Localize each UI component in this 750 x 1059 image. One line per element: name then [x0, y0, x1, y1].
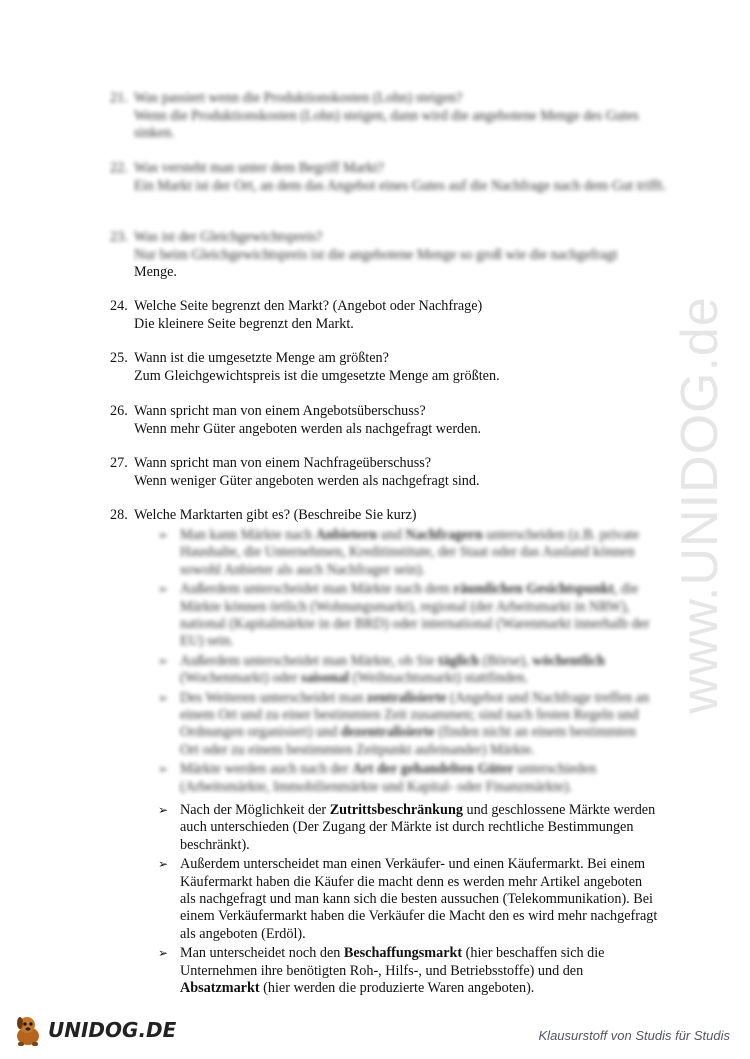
answer-text: Wenn die Produktionskosten (Lohn) steigen, dann wird die angebotene Menge des Gutes sinken. — [134, 107, 639, 141]
arrow-bullet-icon: ➢ — [158, 582, 169, 597]
question-24 — [110, 298, 670, 333]
answer-text: Wenn weniger Güter angeboten werden als nachgefragt sind. — [134, 472, 480, 489]
question-text: Wann spricht man von einem Angebotsüberschuss? — [134, 403, 426, 419]
list-item: ➢ Märkte werden auch nach der Art der gehandelten Güter unterschieden (Arbeitsmärkte, Immobilienmärkte und Kapital- oder Finanzmärkte). — [158, 761, 597, 795]
question-25 — [110, 350, 670, 385]
question-21 — [110, 90, 670, 143]
question-text: Wann ist die umgesetzte Menge am größten? — [134, 350, 389, 366]
question-number: 27. — [110, 455, 128, 471]
list-item: ➢ Außerdem unterscheidet man einen Verkäufer- und einen Käufermarkt. Bei einem Käufermarkt haben die Käufer die macht denn es werden mehr Artikel angeboten als nachgefragt und man kann sich die besten aussuchen (Telekommunikation). Bei einem Verkäufermarkt haben die Verkäufer die Macht den es wird mehr nachgefragt als angeboten (Erdöl). — [158, 856, 658, 942]
list-item: ➢ Außerdem unterscheidet man Märkte, ob Sie täglich (Börse), wöchentlich (Wochenmarkt) oder saisonal (Weihnachtsmarkt) stattfinden. — [158, 652, 605, 687]
question-23 — [110, 229, 670, 282]
question-number: 24. — [110, 298, 128, 314]
question-26 — [110, 403, 670, 438]
question-number: 28. — [110, 507, 128, 523]
question-text: Welche Seite begrenzt den Markt? (Angebot oder Nachfrage) — [134, 298, 483, 314]
arrow-bullet-icon: ➢ — [158, 762, 169, 777]
list-item: ➢ Nach der Möglichkeit der Zutrittsbeschränkung und geschlossene Märkte werden auch unterschieden (Der Zugang der Märkte ist durch rechtliche Bestimmungen beschränkt). — [158, 802, 656, 853]
bullet-list-blurred — [158, 527, 658, 798]
watermark-text: www.UNIDOG.de — [671, 296, 729, 714]
question-text: Was passiert wenn die Produktionskosten (Lohn) steigen? — [134, 90, 463, 106]
dog-mascot-icon — [10, 1012, 46, 1048]
question-22 — [110, 160, 670, 195]
question-number: 23. — [110, 229, 128, 245]
arrow-bullet-icon: ➢ — [158, 857, 169, 872]
arrow-bullet-icon: ➢ — [158, 653, 169, 668]
answer-text: Ein Markt ist der Ort, an dem das Angebot eines Gutes auf die Nachfrage nach dem Gut trifft. — [134, 177, 667, 194]
arrow-bullet-icon: ➢ — [158, 528, 169, 542]
question-28 — [110, 507, 670, 525]
arrow-bullet-icon: ➢ — [158, 690, 169, 705]
question-text: Welche Marktarten gibt es? (Beschreibe Sie kurz) — [134, 507, 417, 523]
bullet-list — [158, 802, 658, 999]
list-item: ➢ Außerdem unterscheidet man Märkte nach dem räumlichen Gesichtspunkt, die Märkte können örtlich (Wohnungsmarkt), regional (der Arbeitsmarkt in NRW), national (Kapitalmärkte in der BRD) oder international (Warenmarkt innerhalb der EU) sein. — [158, 581, 650, 650]
question-number: 21. — [110, 90, 128, 106]
question-text: Was versteht man unter dem Begriff Markt? — [134, 160, 384, 176]
question-text: Wann spricht man von einem Nachfrageüberschuss? — [134, 455, 432, 471]
answer-text: Wenn mehr Güter angeboten werden als nachgefragt werden. — [134, 420, 482, 437]
footer-tagline: Klausurstoff von Studis für Studis — [538, 1028, 730, 1043]
watermark — [660, 270, 740, 740]
answer-text-blurred: Nur beim Gleichgewichtspreis ist die angebotene Menge so groß wie die nachgefragt — [134, 246, 618, 263]
answer-text-visible: Menge. — [134, 264, 177, 280]
question-number: 22. — [110, 160, 128, 176]
arrow-bullet-icon: ➢ — [158, 803, 169, 817]
question-27 — [110, 455, 670, 490]
logo-text: UNIDOG.DE — [48, 1018, 177, 1042]
answer-text: Die kleinere Seite begrenzt den Markt. — [134, 315, 354, 332]
question-number: 26. — [110, 403, 128, 419]
answer-text: Zum Gleichgewichtspreis ist die umgesetzte Menge am größten. — [134, 367, 500, 384]
question-text: Was ist der Gleichgewichtspreis? — [134, 229, 323, 245]
list-item: ➢ Man kann Märkte nach Anbietern und Nachfragern unterscheiden (z.B. private Haushalte, die Unternehmen, Kreditinstitute, der Staat oder das Ausland können sowohl Anbieter als auch Nachfrager sein). — [158, 527, 640, 578]
list-item: ➢ Des Weiteren unterscheidet man zentralisierte (Angebot und Nachfrage treffen an einem Ort und zu einer bestimmten Zeit zusammen; sind nach festen Regeln und Ordnungen organisiert) und dezentralisierte (finden nicht an einem bestimmten Ort oder zu einem bestimmten Zeitpunkt aufeinander) Märkte. — [158, 689, 650, 758]
arrow-bullet-icon: ➢ — [158, 946, 169, 961]
question-number: 25. — [110, 350, 128, 366]
logo — [10, 1010, 176, 1050]
list-item: ➢ Man unterscheidet noch den Beschaffungsmarkt (hier beschaffen sich die Unternehmen ihre benötigten Roh-, Hilfs-, und Betriebsstoffe) und den Absatzmarkt (hier werden die produzierte Waren angeboten). — [158, 945, 605, 997]
